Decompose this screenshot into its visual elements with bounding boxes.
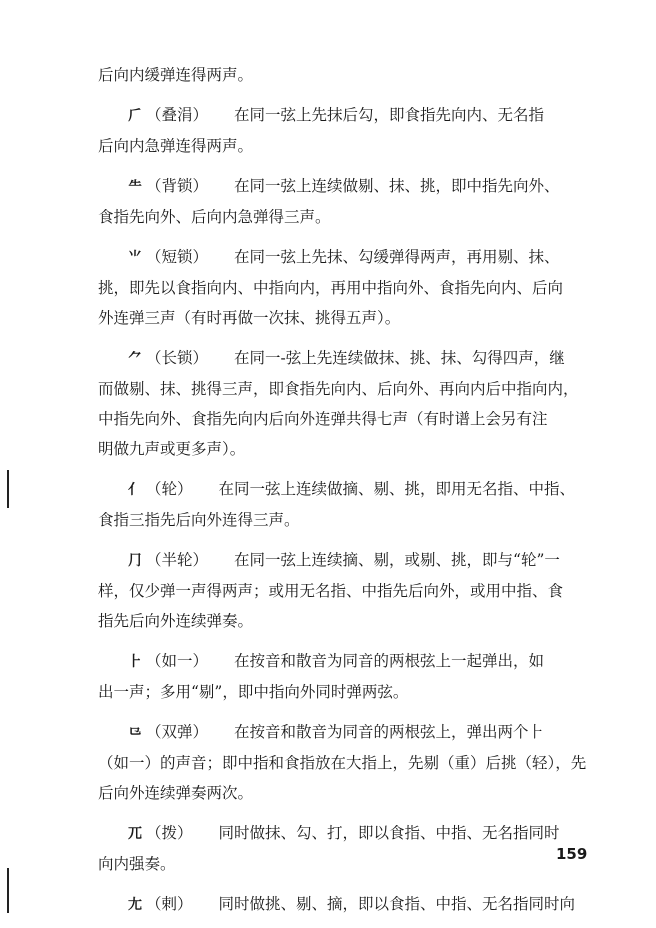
term-label: （短锁） — [146, 248, 209, 266]
tablature-symbol: ⺊ — [128, 654, 142, 670]
text-line: 同时做挑、剔、摘，即以食指、中指、无名指同时向 — [218, 895, 576, 913]
text-line: 在同一弦上先抹、勾缓弹得两声，再用剔、抹、 — [234, 248, 560, 266]
tablature-symbol: 𠂆 — [128, 108, 142, 124]
text-line: 后向内急弹连得两声。 — [98, 137, 254, 155]
tablature-symbol: ⺧ — [128, 179, 142, 195]
text-line: 食指先向外、后向内急弹得三声。 — [98, 208, 331, 226]
text-line: 同时做抹、勾、打，即以食指、中指、无名指同时 — [218, 824, 560, 842]
text-line: 指先后向外连续弹奏。 — [98, 612, 254, 630]
text-line: 在同一弦上连续做摘、剔、挑，即用无名指、中指、 — [218, 480, 576, 498]
tablature-symbol: ⺆ — [128, 553, 142, 569]
entry-beisuo — [98, 171, 598, 232]
entry-la — [98, 889, 598, 920]
scan-margin-mark — [7, 470, 9, 508]
text-line: 出一声；多用“剔”，即中指向外同时弹两弦。 — [98, 683, 409, 701]
tablature-symbol: ⺅ — [128, 482, 142, 498]
intro-paragraph — [98, 60, 598, 90]
term-label: （如一） — [146, 652, 209, 670]
tablature-symbol: ⺈ — [128, 351, 142, 367]
text-line: 在按音和散音为同音的两根弦上，弹出两个⺊ — [234, 723, 545, 741]
tablature-symbol: ⺋ — [128, 725, 142, 741]
tablature-symbol: ⺌ — [128, 250, 142, 266]
text-line: 后向外连续弹奏两次。 — [98, 784, 254, 802]
entry-bo — [98, 818, 598, 879]
text-line: 在同一-弦上先连续做抹、挑、抹、勾得四声，继 — [234, 349, 565, 367]
text-line: 中指先向外、食指先向内后向外连弹共得七声（有时谱上会另有注 — [98, 410, 548, 428]
text-line: 挑，即先以食指向内、中指向内，再用中指向外、食指先向内、后向 — [98, 279, 564, 297]
term-label: （叠涓） — [146, 106, 209, 124]
entry-duansuo — [98, 242, 598, 333]
term-label: （双弹） — [146, 723, 209, 741]
term-label: （背锁） — [146, 177, 209, 195]
page-number: 159 — [556, 845, 588, 863]
text-line: 向内强奏。 — [98, 855, 176, 873]
entry-dieyuan — [98, 100, 598, 161]
tablature-symbol: ⺐ — [128, 897, 142, 913]
text-line: 在同一弦上连续摘、剔，或剔、挑，即与“轮”一 — [234, 551, 560, 569]
text-line: 明做九声或更多声）。 — [98, 440, 246, 458]
entry-shuangtan — [98, 717, 598, 808]
text-line: （如一）的声音；即中指和食指放在大指上，先剔（重）后挑（轻），先 — [98, 754, 587, 772]
scan-margin-mark — [7, 868, 9, 913]
text-line: 外连弹三声（有时再做一次抹、挑得五声）。 — [98, 309, 401, 327]
text-line: 而做剔、抹、挑得三声，即食指先向内、后向外、再向内后中指向内， — [98, 380, 579, 398]
term-label: （半轮） — [146, 551, 209, 569]
text-line: 在同一弦上连续做剔、抹、挑，即中指先向外、 — [234, 177, 560, 195]
text-body — [98, 60, 598, 920]
entry-banlun — [98, 545, 598, 636]
term-label: （轮） — [146, 480, 193, 498]
entry-ruyi — [98, 646, 598, 707]
term-label: （剌） — [146, 895, 193, 913]
term-label: （长锁） — [146, 349, 209, 367]
tablature-symbol: ⺎ — [128, 826, 142, 842]
text-line: 样，仅少弹一声得两声；或用无名指、中指先后向外，或用中指、食 — [98, 582, 564, 600]
text-line: 食指三指先后向外连得三声。 — [98, 511, 300, 529]
entry-changsuo — [98, 343, 598, 464]
text-line: 在同一弦上先抹后勾，即食指先向内、无名指 — [234, 106, 545, 124]
term-label: （拨） — [146, 824, 193, 842]
text-line: 在按音和散音为同音的两根弦上一起弹出，如 — [234, 652, 545, 670]
entry-lun — [98, 474, 598, 535]
text-line: 后向内缓弹连得两声。 — [98, 66, 254, 84]
